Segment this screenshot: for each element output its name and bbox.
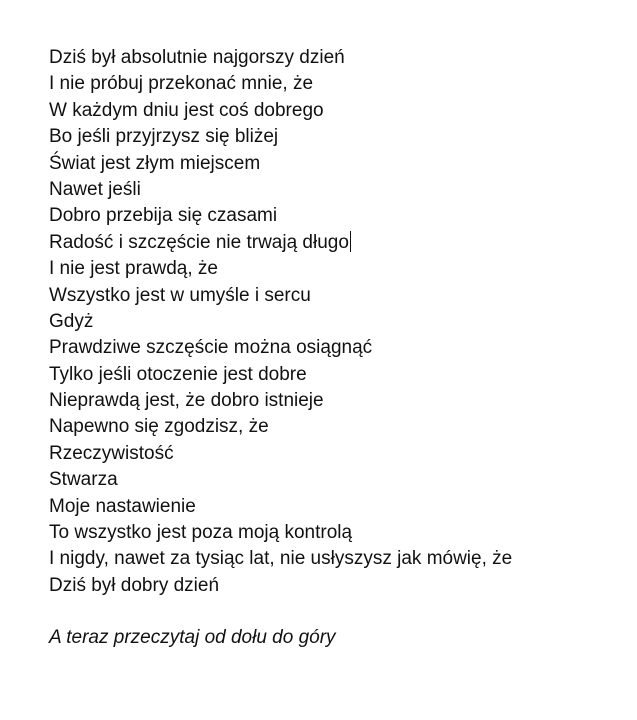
poem-line: To wszystko jest poza moją kontrolą <box>49 522 353 544</box>
poem-line-with-cursor[interactable] <box>49 230 619 256</box>
document-body <box>49 45 619 652</box>
poem-line: I nie próbuj przekonać mnie, że <box>49 73 314 95</box>
poem-line: Napewno się zgodzisz, że <box>49 416 269 438</box>
poem-line: Stwarza <box>49 469 118 491</box>
poem-line-text: Radość i szczęście nie trwają długo <box>49 231 349 253</box>
poem-line: I nigdy, nawet za tysiąc lat, nie usłyszysz jak mówię, że <box>49 548 513 570</box>
poem-line: Nieprawdą jest, że dobro istnieje <box>49 390 324 412</box>
poem-line: Rzeczywistość <box>49 442 174 464</box>
poem-line: Nawet jeśli <box>49 178 141 200</box>
footer-instruction: A teraz przeczytaj od dołu do góry <box>49 627 336 649</box>
poem-line: Prawdziwe szczęście można osiągnąć <box>49 337 373 359</box>
poem-line: Dziś był dobry dzień <box>49 574 220 596</box>
poem-line: Wszystko jest w umyśle i sercu <box>49 284 311 306</box>
poem-line: Moje nastawienie <box>49 495 196 517</box>
poem-line: Gdyż <box>49 310 94 332</box>
poem-line: Świat jest złym miejscem <box>49 152 261 174</box>
poem-line: Dziś był absolutnie najgorszy dzień <box>49 47 345 68</box>
poem-line: Bo jeśli przyjrzysz się bliżej <box>49 126 279 148</box>
poem-line: W każdym dniu jest coś dobrego <box>49 99 324 121</box>
poem-line: Dobro przebija się czasami <box>49 205 278 227</box>
poem-line: Tylko jeśli otoczenie jest dobre <box>49 363 307 385</box>
text-cursor <box>350 231 351 252</box>
poem-line: I nie jest prawdą, że <box>49 258 218 280</box>
